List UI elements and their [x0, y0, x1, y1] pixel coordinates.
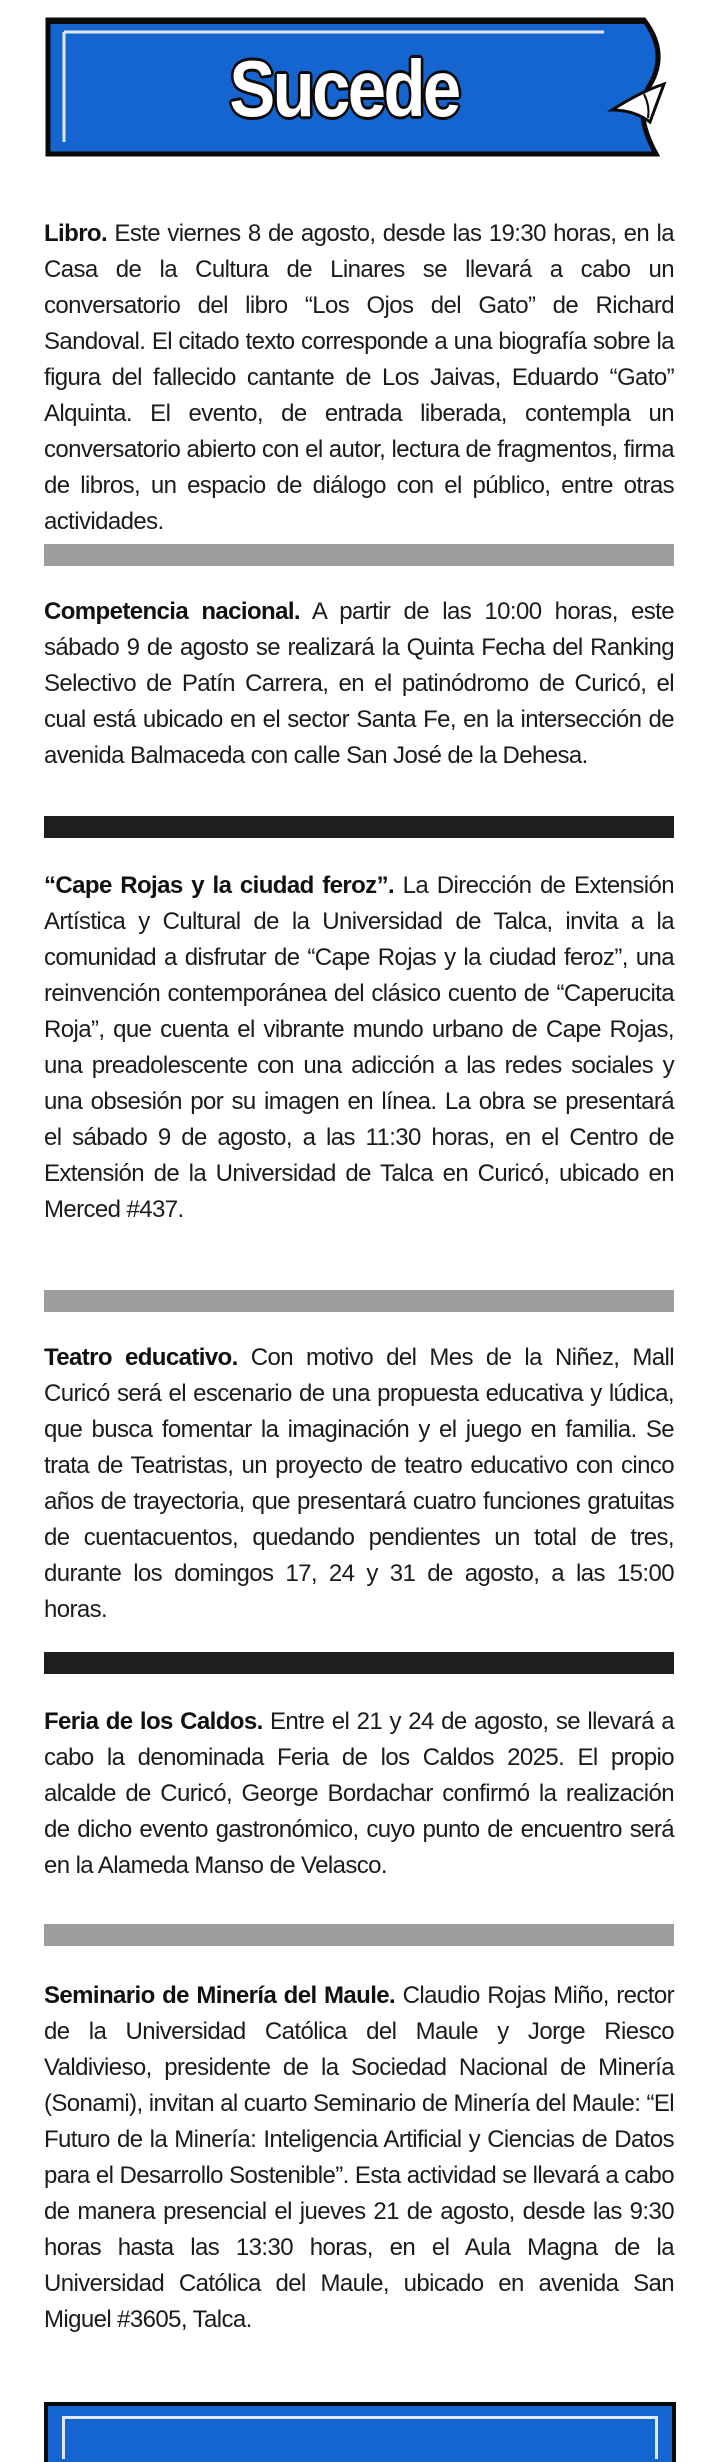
item-heading: Competencia nacional. [44, 598, 300, 625]
separator-bar [44, 816, 674, 838]
section-title: Sucede [229, 44, 459, 133]
news-item-teatro [44, 1340, 674, 1628]
separator-bar [44, 544, 674, 566]
item-text: A partir de las 10:00 horas, este sábado 9 de agosto se realizará la Quinta Fecha del Ranking Selectivo de Patín Carrera, en el patinódromo de Curicó, el cual está ubicado en el sector Santa Fe, en la intersección de avenida Balmaceda con calle San José de la Dehesa. [44, 598, 674, 769]
separator-bar [44, 1652, 674, 1674]
item-heading: Libro. [44, 220, 108, 247]
separator-bar [44, 1290, 674, 1312]
banner-inner-frame [62, 2416, 658, 2459]
next-section-banner [44, 2402, 676, 2462]
item-text: La Dirección de Extensión Artística y Cultural de la Universidad de Talca, invita a la comunidad a disfrutar de “Cape Rojas y la ciudad feroz”, una reinvención contemporánea del clásico cuento de “Caperucita Roja”, que cuenta el vibrante mundo urbano de Cape Rojas, una preadolescente con una adicción a las redes sociales y una obsesión por su imagen en línea. La obra se presentará el sábado 9 de agosto, a las 11:30 horas, en el Centro de Extensión de la Universidad de Talca en Curicó, ubicado en Merced #437. [44, 872, 675, 1223]
item-heading: Feria de los Caldos. [44, 1708, 263, 1735]
news-item-libro [44, 216, 674, 540]
news-item-feria [44, 1704, 674, 1884]
item-heading: “Cape Rojas y la ciudad feroz”. [44, 872, 395, 899]
news-item-seminario [44, 1978, 674, 2338]
news-item-competencia [44, 594, 674, 774]
item-text: Entre el 21 y 24 de agosto, se llevará a cabo la denominada Feria de los Caldos 2025. El propio alcalde de Curicó, George Bordachar confirmó la realización de dicho evento gastronómico, cuyo punto de encuentro será en la Alameda Manso de Velasco. [44, 1708, 674, 1879]
section-banner [44, 14, 676, 164]
item-heading: Teatro educativo. [44, 1344, 238, 1371]
news-item-cape-rojas [44, 868, 674, 1228]
item-text: Este viernes 8 de agosto, desde las 19:30 horas, en la Casa de la Cultura de Linares se llevará a cabo un conversatorio del libro “Los Ojos del Gato” de Richard Sandoval. El citado texto corresponde a una biografía sobre la figura del fallecido cantante de Los Jaivas, Eduardo “Gato” Alquinta. El evento, de entrada liberada, contempla un conversatorio abierto con el autor, lectura de fragmentos, firma de libros, un espacio de diálogo con el público, entre otras actividades. [44, 220, 674, 535]
item-heading: Seminario de Minería del Maule. [44, 1982, 396, 2009]
item-text: Con motivo del Mes de la Niñez, Mall Curicó será el escenario de una propuesta educativa y lúdica, que busca fomentar la imaginación y el juego en familia. Se trata de Teatristas, un proyecto de teatro educativo con cinco años de trayectoria, que presentará cuatro funciones gratuitas de cuentacuentos, quedando pendientes un total de tres, durante los domingos 17, 24 y 31 de agosto, a las 15:00 horas. [44, 1344, 674, 1623]
item-text: Claudio Rojas Miño, rector de la Universidad Católica del Maule y Jorge Riesco Valdivieso, presidente de la Sociedad Nacional de Minería (Sonami), invitan al cuarto Seminario de Minería del Maule: “El Futuro de la Minería: Inteligencia Artificial y Ciencias de Datos para el Desarrollo Sostenible”. Esta actividad se llevará a cabo de manera presencial el jueves 21 de agosto, desde las 9:30 horas hasta las 13:30 horas, en el Aula Magna de la Universidad Católica del Maule, ubicado en avenida San Miguel #3605, Talca. [44, 1982, 675, 2333]
separator-bar [44, 1924, 674, 1946]
